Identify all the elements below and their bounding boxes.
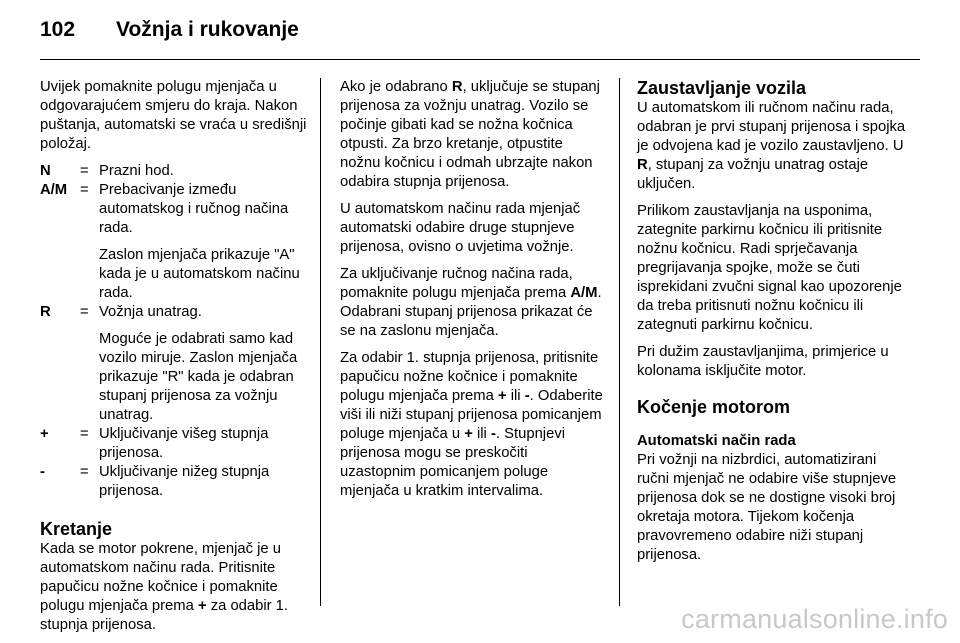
subsection-heading: Automatski način rada	[637, 433, 796, 449]
text-run: . Odabrani stupanj prijenosa prikazat će se na zaslonu mjenjača.	[340, 285, 602, 339]
bold-symbol: -	[524, 388, 530, 404]
definition-item	[40, 463, 308, 501]
page-header	[0, 0, 960, 60]
column-right	[637, 78, 907, 573]
text-run: . Stupnjevi prijenosa mogu se preskočiti uzastopnim pomicanjem poluge mjenjača u kratkim intervalima.	[340, 426, 565, 499]
text-run: ili	[506, 388, 525, 404]
watermark: carmanualsonline.info	[681, 604, 948, 634]
definition-description: Uključivanje višeg stupnja prijenosa.	[99, 426, 269, 461]
text-run: Ako je odabrano	[340, 79, 452, 95]
page-title: Vožnja i rukovanje	[116, 18, 299, 41]
definition-item	[40, 303, 308, 425]
body-paragraph	[340, 349, 605, 501]
bold-symbol: +	[197, 598, 207, 614]
body-paragraph: Pri vožnji na nizbrdici, automatizirani ručni mjenjač ne odabire više stupnjeve prijenosa dok se ne dostigne visoki broj okretaja motora. Tijekom kočenja pravovremeno odabire niži stupanj prijenosa.	[637, 452, 897, 563]
section-heading: Zaustavljanje vozila	[637, 78, 807, 98]
definition-item	[40, 425, 308, 463]
text-run: , uključuje se stupanj prijenosa za vožnju unatrag. Vozilo se počinje gibati kad se nožna kočnica otpusti. Za brzo kretanje, otpustite nožnu kočnicu i odmah ubrzajte nakon odabira stupnja prijenosa.	[340, 79, 600, 190]
text-run: Za odabir 1. stupnja prijenosa, pritisnite papučicu nožne kočnice i pomaknite polugu mjenjača prema	[340, 350, 599, 404]
body-paragraph	[637, 99, 907, 194]
page-number: 102	[40, 18, 76, 41]
body-paragraph	[340, 265, 605, 341]
header-divider	[40, 59, 920, 60]
definition-description: Prebacivanje između automatskog i ručnog načina rada.	[99, 182, 289, 236]
body-paragraph: Pri dužim zaustavljanjima, primjerice u kolonama isključite motor.	[637, 344, 889, 379]
definition-description: Prazni hod.	[99, 163, 174, 179]
definition-equals: =	[80, 182, 89, 198]
column-left	[40, 78, 308, 643]
definition-note: Moguće je odabrati samo kad vozilo miruje. Zaslon mjenjača prikazuje "R" kada je odabran stupanj prijenosa za vožnju unatrag.	[99, 331, 298, 423]
intro-paragraph: Uvijek pomaknite polugu mjenjača u odgovarajućem smjeru do kraja. Nakon puštanja, automatski se vraća u središnji položaj.	[40, 79, 307, 152]
definition-description: Vožnja unatrag.	[99, 304, 202, 320]
definition-term: R	[40, 304, 51, 320]
section-heading: Kretanje	[40, 519, 113, 539]
body-paragraph: U automatskom načinu rada mjenjač automatski odabire druge stupnjeve prijenosa, ovisno o uvjetima vožnje.	[340, 201, 581, 255]
body-paragraph	[340, 78, 605, 192]
definition-description: Uključivanje nižeg stupnja prijenosa.	[99, 464, 270, 499]
text-run: za odabir 1. stupnja prijenosa.	[40, 598, 289, 633]
text-run: ili	[472, 426, 491, 442]
definition-item	[40, 162, 308, 181]
bold-symbol: R	[637, 157, 648, 173]
column-divider	[619, 78, 620, 606]
definition-term: +	[40, 426, 49, 442]
text-run: , stupanj za vožnju unatrag ostaje uključen.	[637, 157, 869, 192]
bold-symbol: A/M	[570, 285, 598, 301]
definition-equals: =	[80, 163, 89, 179]
definition-term: A/M	[40, 182, 68, 198]
body-paragraph: Prilikom zaustavljanja na usponima, zategnite parkirnu kočnicu ili pritisnite nožnu kočnicu. Radi sprječavanja pregrijavanja spojke, može se čuti isprekidani zvučni signal kao upozorenje da treba pritisnuti nožnu kočnicu ili zategnuti parkirnu kočnicu.	[637, 203, 902, 333]
definition-equals: =	[80, 304, 89, 320]
bold-symbol: -	[490, 426, 496, 442]
text-run: Kada se motor pokrene, mjenjač je u automatskom načinu rada. Pritisnite papučicu nožne kočnice i pomaknite polugu mjenjača prema	[40, 541, 281, 614]
definition-note: Zaslon mjenjača prikazuje "A" kada je u automatskom načinu rada.	[99, 247, 300, 301]
definition-item	[40, 181, 308, 303]
text-run: . Odaberite viši ili niži stupanj prijenosa pomicanjem poluge mjenjača u	[340, 388, 603, 442]
gear-definition-list	[40, 162, 308, 501]
bold-symbol: R	[451, 79, 463, 95]
definition-term: N	[40, 163, 51, 179]
definition-equals: =	[80, 464, 89, 480]
definition-term: -	[40, 464, 45, 480]
bold-symbol: +	[497, 388, 507, 404]
text-run: Za uključivanje ručnog načina rada, pomaknite polugu mjenjača prema	[340, 266, 573, 301]
column-middle	[340, 78, 605, 509]
body-paragraph	[40, 540, 308, 635]
bold-symbol: +	[464, 426, 473, 442]
section-heading: Kočenje motorom	[637, 397, 791, 417]
definition-equals: =	[80, 426, 89, 442]
text-run: U automatskom ili ručnom načinu rada, odabran je prvi stupanj prijenosa i spojka je odvojena kad je vozilo zaustavljeno. U	[637, 100, 906, 154]
column-divider	[320, 78, 321, 606]
